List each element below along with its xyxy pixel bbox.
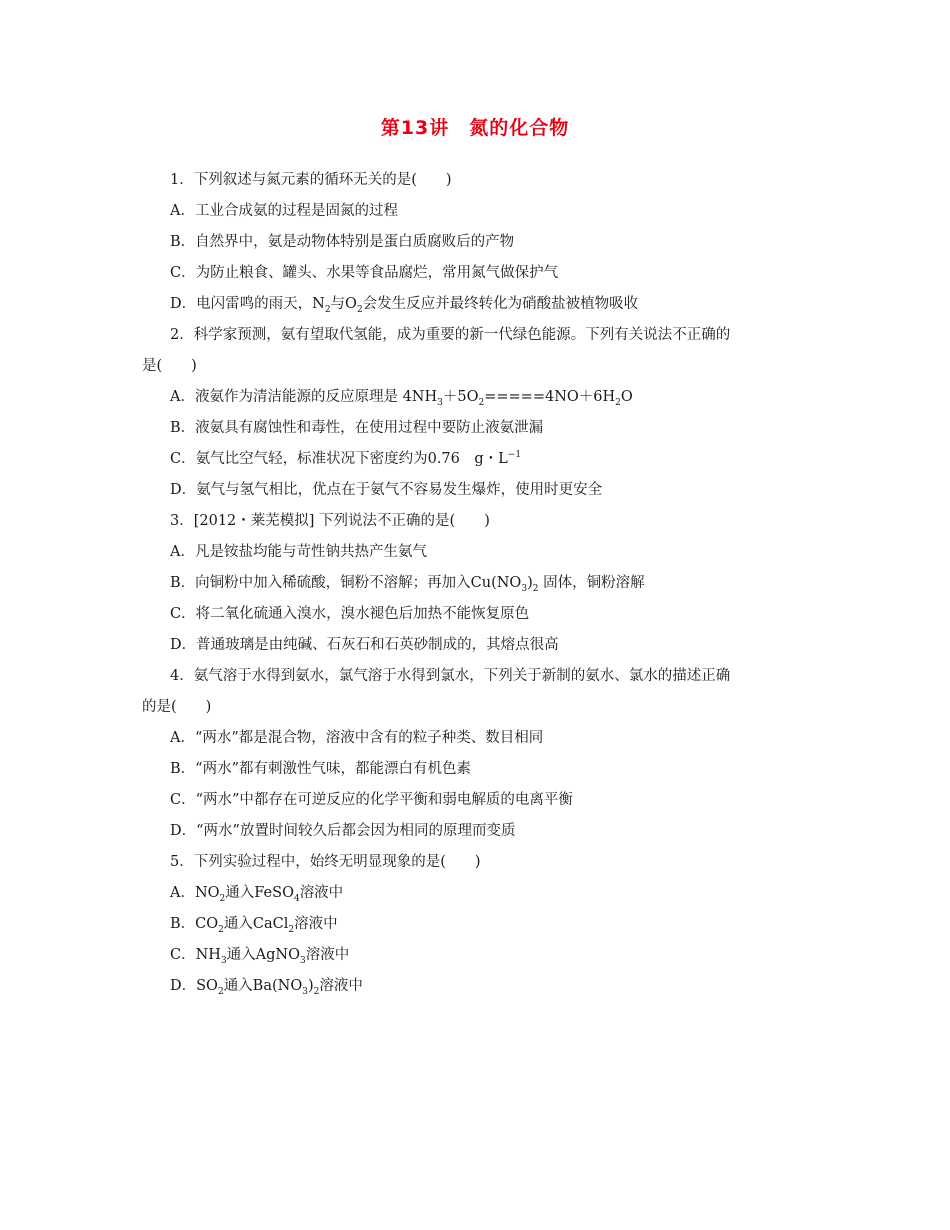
answer-option: A．液氨作为清洁能源的反应原理是 $4NH_3+5O_2=====4NO+6H_2O$	[170, 389, 633, 408]
answer-option: C．“两水”中都存在可逆反应的化学平衡和弱电解质的电离平衡	[170, 792, 573, 808]
answer-option: A．$NO_2$通入FeSO$_4$溶液中	[170, 885, 344, 904]
answer-option: D．氨气与氢气相比，优点在于氨气不容易发生爆炸，使用时更安全	[170, 482, 603, 498]
answer-option: A．工业合成氨的过程是固氮的过程	[170, 203, 398, 219]
answer-option: C．氨气比空气轻，标准状况下密度约为0.76 g・$L^{-1}$	[170, 450, 522, 467]
answer-option: B．液氨具有腐蚀性和毒性，在使用过程中要防止液氨泄漏	[170, 420, 544, 436]
answer-option: B．“两水”都有刺激性气味，都能漂白有机色素	[170, 761, 471, 777]
answer-option: D．“两水”放置时间较久后都会因为相同的原理而变质	[170, 823, 516, 839]
answer-option: A．凡是铵盐均能与苛性钠共热产生氨气	[170, 544, 427, 560]
answer-option: D．$SO_2$通入$Ba(NO_3)_2$溶液中	[170, 978, 363, 997]
answer-option: C．将二氧化硫通入溴水，溴水褪色后加热不能恢复原色	[170, 606, 530, 622]
question-list	[142, 165, 802, 1002]
question-stem: 2．科学家预测，氨有望取代氢能，成为重要的新一代绿色能源。下列有关说法不正确的	[170, 327, 731, 343]
question-stem: 4．氨气溶于水得到氨水，氯气溶于水得到氯水，下列关于新制的氨水、氯水的描述正确	[170, 668, 731, 684]
answer-option: B．自然界中，氨是动物体特别是蛋白质腐败后的产物	[170, 234, 515, 250]
question-stem-continued: 的是( )	[142, 699, 212, 715]
answer-option: B．向铜粉中加入稀硫酸，铜粉不溶解；再加入$Cu(NO_3)_2$ 固体，铜粉溶解	[170, 575, 645, 594]
answer-option: A．“两水”都是混合物，溶液中含有的粒子种类、数目相同	[170, 730, 544, 746]
answer-option: B．$CO_2$通入CaCl$_2$溶液中	[170, 916, 338, 935]
answer-option: D．普通玻璃是由纯碱、石灰石和石英砂制成的，其熔点很高	[170, 637, 559, 653]
question-stem: 5．下列实验过程中，始终无明显现象的是( )	[170, 854, 481, 870]
question-stem: 3．[2012・莱芜模拟] 下列说法不正确的是( )	[170, 513, 490, 529]
page-title: 第13讲 氮的化合物	[380, 117, 570, 139]
question-stem-continued: 是( )	[142, 358, 197, 374]
question-stem: 1．下列叙述与氮元素的循环无关的是( )	[170, 172, 452, 188]
answer-option: C．为防止粮食、罐头、水果等食品腐烂，常用氮气做保护气	[170, 265, 559, 281]
answer-option: D．电闪雷鸣的雨天，$N_2$与$O_2$会发生反应并最终转化为硝酸盐被植物吸收	[170, 296, 639, 315]
answer-option: C．$NH_3$通入AgNO$_3$溶液中	[170, 947, 350, 966]
